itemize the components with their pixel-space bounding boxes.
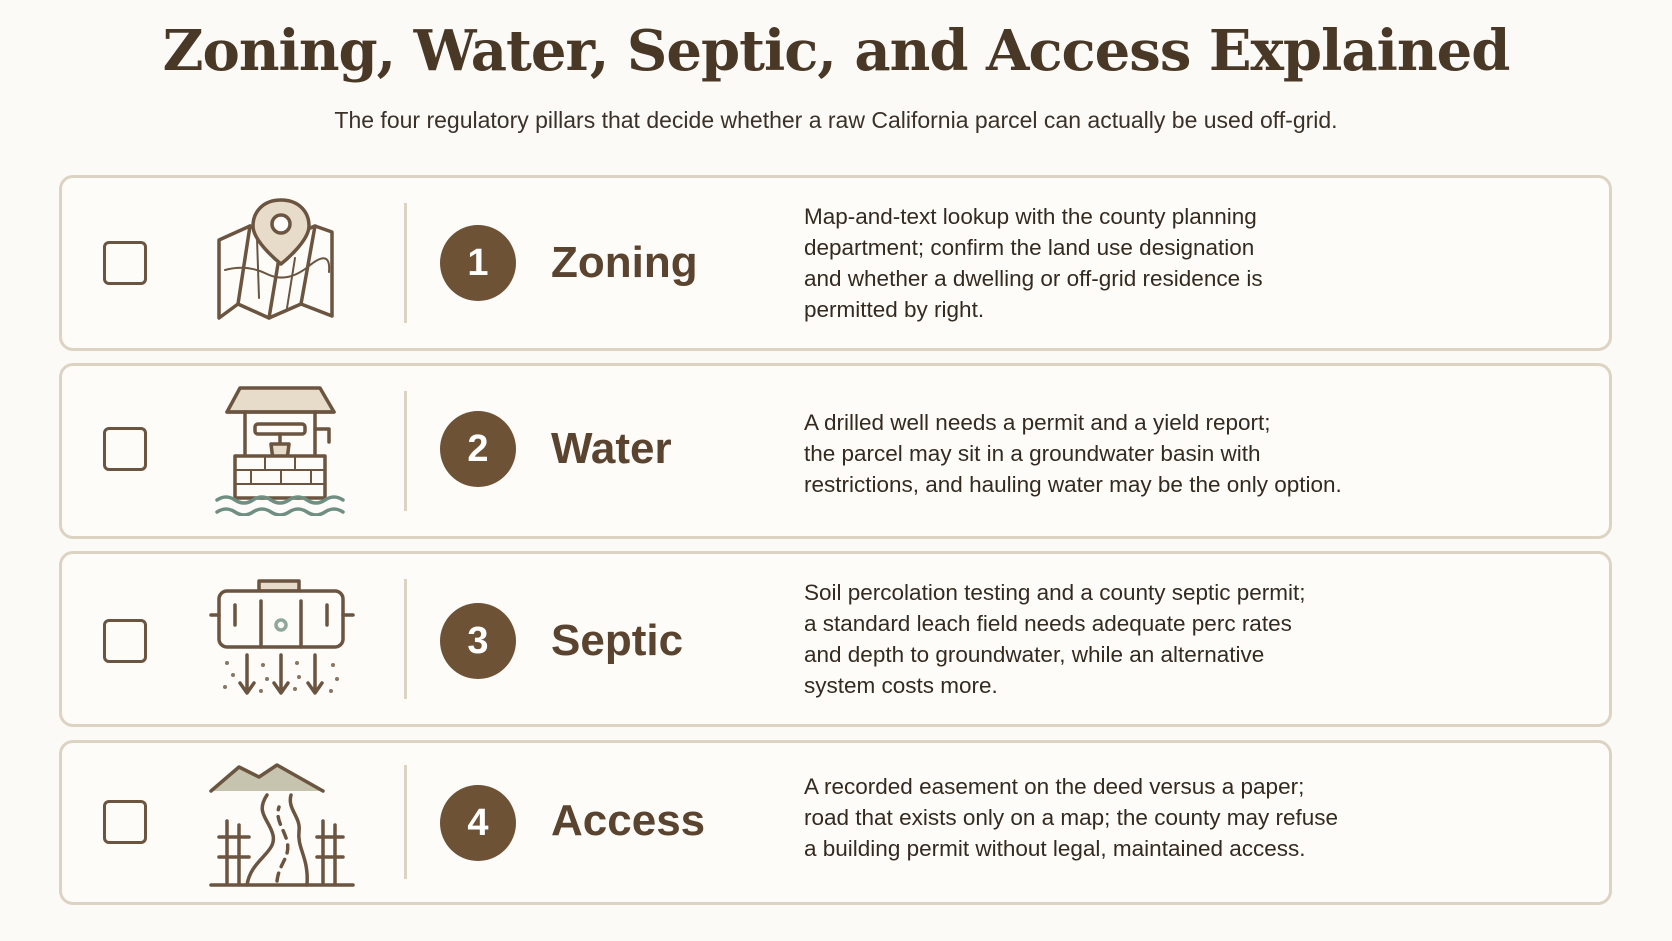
pillar-description (804, 407, 1604, 500)
card-divider (404, 579, 407, 699)
pillar-card-zoning (59, 175, 1612, 351)
page-subtitle: The four regulatory pillars that decide whether a raw California parcel can actually be used off-grid. (334, 107, 1338, 133)
description-line: the parcel may sit in a groundwater basin with (804, 441, 1261, 466)
pillar-card-access (59, 740, 1612, 905)
description-line: Soil percolation testing and a county septic permit; (804, 580, 1306, 605)
pillar-heading: Septic (551, 616, 684, 665)
checkbox-water[interactable] (103, 427, 147, 471)
number-badge: 1 (440, 225, 516, 301)
pillar-description (804, 201, 1604, 325)
pillar-heading: Zoning (551, 238, 698, 287)
description-line: department; confirm the land use designation (804, 235, 1255, 260)
number-badge: 3 (440, 603, 516, 679)
pillar-description (804, 577, 1604, 701)
well-icon (207, 386, 357, 516)
pillar-description (804, 771, 1604, 864)
checkbox-access[interactable] (103, 800, 147, 844)
pillar-card-septic (59, 551, 1612, 727)
map-pin-icon (207, 198, 357, 328)
checkbox-septic[interactable] (103, 619, 147, 663)
description-line: system costs more. (804, 673, 998, 698)
pillar-heading: Water (551, 424, 672, 473)
description-line: A drilled well needs a permit and a yield report; (804, 410, 1271, 435)
description-line: permitted by right. (804, 297, 985, 322)
number-badge: 2 (440, 411, 516, 487)
description-line: restrictions, and hauling water may be the only option. (804, 472, 1342, 497)
description-line: and depth to groundwater, while an alternative (804, 642, 1265, 667)
page-title: Zoning, Water, Septic, and Access Explained (162, 18, 1510, 84)
pillar-card-water (59, 363, 1612, 539)
card-divider (404, 765, 407, 879)
description-line: road that exists only on a map; the county may refuse (804, 805, 1339, 830)
description-line: a building permit without legal, maintained access. (804, 836, 1306, 861)
description-line: and whether a dwelling or off-grid residence is (804, 266, 1263, 291)
description-line: Map-and-text lookup with the county planning (804, 204, 1257, 229)
septic-tank-icon (207, 579, 357, 709)
description-line: A recorded easement on the deed versus a paper; (804, 774, 1305, 799)
description-line: a standard leach field needs adequate perc rates (804, 611, 1292, 636)
pillar-heading: Access (551, 796, 706, 845)
number-badge: 4 (440, 785, 516, 861)
road-icon (207, 761, 357, 891)
checkbox-zoning[interactable] (103, 241, 147, 285)
card-divider (404, 203, 407, 323)
card-divider (404, 391, 407, 511)
